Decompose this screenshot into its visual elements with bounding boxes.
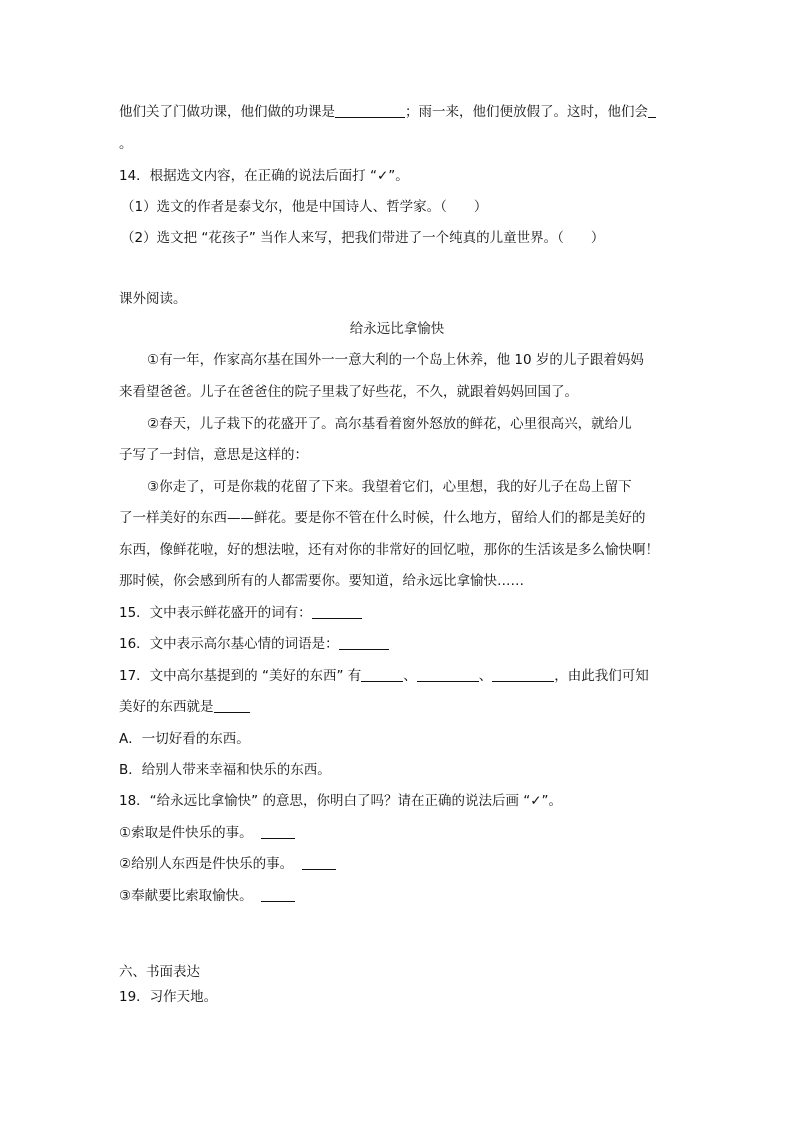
q18-statement-1	[119, 823, 295, 843]
text: 美好的东西就是	[119, 699, 214, 715]
q17-option-a: A．一切好看的东西。	[119, 731, 250, 747]
answer-blank[interactable]	[302, 856, 336, 870]
passage-p3-line2: 了一样美好的东西——鲜花。要是你不管在什么时候，什么地方，留给人们的都是美好的	[119, 510, 646, 526]
question-17-cont	[119, 697, 250, 717]
text: 16．文中表示高尔基心情的词语是：	[119, 636, 339, 652]
answer-blank[interactable]	[312, 605, 362, 619]
line-q13-end: 。	[119, 136, 133, 152]
q18-statement-2	[119, 854, 336, 874]
text: 15．文中表示鲜花盛开的词有：	[119, 605, 312, 621]
passage-p3-line3: 东西，像鲜花啦，好的想法啦，还有对你的非常好的回忆啦，那你的生活该是多么愉快啊！	[119, 542, 659, 558]
q17-option-b: B．给别人带来幸福和快乐的东西。	[119, 762, 331, 778]
section-heading-reading: 课外阅读。	[119, 291, 187, 307]
answer-blank[interactable]	[361, 668, 403, 682]
passage-p3-line4: 那时候，你会感到所有的人都需要你。要知道，给永远比拿愉快……	[119, 573, 524, 589]
question-15	[119, 603, 362, 623]
passage-p3-line1: ③你走了，可是你栽的花留了下来。我望着它们，心里想，我的好儿子在岛上留下	[147, 479, 632, 495]
q14-statement-2: （2）选文把 “花孩子” 当作人来写，把我们带进了一个纯真的儿童世界。（ ）	[121, 230, 605, 246]
answer-blank[interactable]	[261, 825, 295, 839]
text: ②给别人东西是件快乐的事。	[119, 856, 294, 872]
line-q13-cont	[119, 102, 656, 122]
answer-blank[interactable]	[335, 104, 405, 118]
q18-statement-3	[119, 886, 295, 906]
text: 17．文中高尔基提到的 “美好的东西” 有	[119, 668, 362, 684]
text: ；雨一来，他们便放假了。这时，他们会	[405, 104, 648, 120]
answer-blank[interactable]	[417, 668, 479, 682]
text: ，由此我们可知	[554, 668, 649, 684]
answer-blank[interactable]	[214, 699, 250, 713]
text: 他们关了门做功课，他们做的功课是	[119, 104, 335, 120]
passage-title: 给永远比拿愉快	[349, 321, 445, 337]
answer-blank[interactable]	[648, 104, 656, 118]
passage-p2-line1: ②春天，儿子栽下的花盛开了。高尔基看着窗外怒放的鲜花，心里很高兴，就给儿	[147, 416, 632, 432]
text: 、	[403, 668, 417, 684]
question-18: 18．“给永远比拿愉快” 的意思，你明白了吗？请在正确的说法后画 “✓”。	[119, 793, 563, 809]
q14-statement-1: （1）选文的作者是泰戈尔，他是中国诗人、哲学家。（ ）	[121, 199, 488, 215]
question-16	[119, 634, 389, 654]
answer-blank[interactable]	[492, 668, 554, 682]
passage-p1-line1: ①有一年，作家高尔基在国外一一意大利的一个岛上休养，他 10 岁的儿子跟着妈妈	[147, 352, 644, 368]
text: ①索取是件快乐的事。	[119, 825, 253, 841]
question-14: 14．根据选文内容，在正确的说法后面打 “✓”。	[119, 168, 409, 184]
passage-p1-line2: 来看望爸爸。儿子在爸爸住的院子里栽了好些花，不久，就跟着妈妈回国了。	[119, 384, 578, 400]
section-heading-writing: 六、书面表达	[119, 964, 200, 980]
question-19: 19．习作天地。	[119, 989, 218, 1005]
text: ③奉献要比索取愉快。	[119, 888, 253, 904]
text: 、	[478, 668, 493, 684]
passage-p2-line2: 子写了一封信，意思是这样的：	[119, 447, 308, 463]
question-17	[119, 666, 649, 686]
answer-blank[interactable]	[339, 636, 389, 650]
answer-blank[interactable]	[261, 888, 295, 902]
